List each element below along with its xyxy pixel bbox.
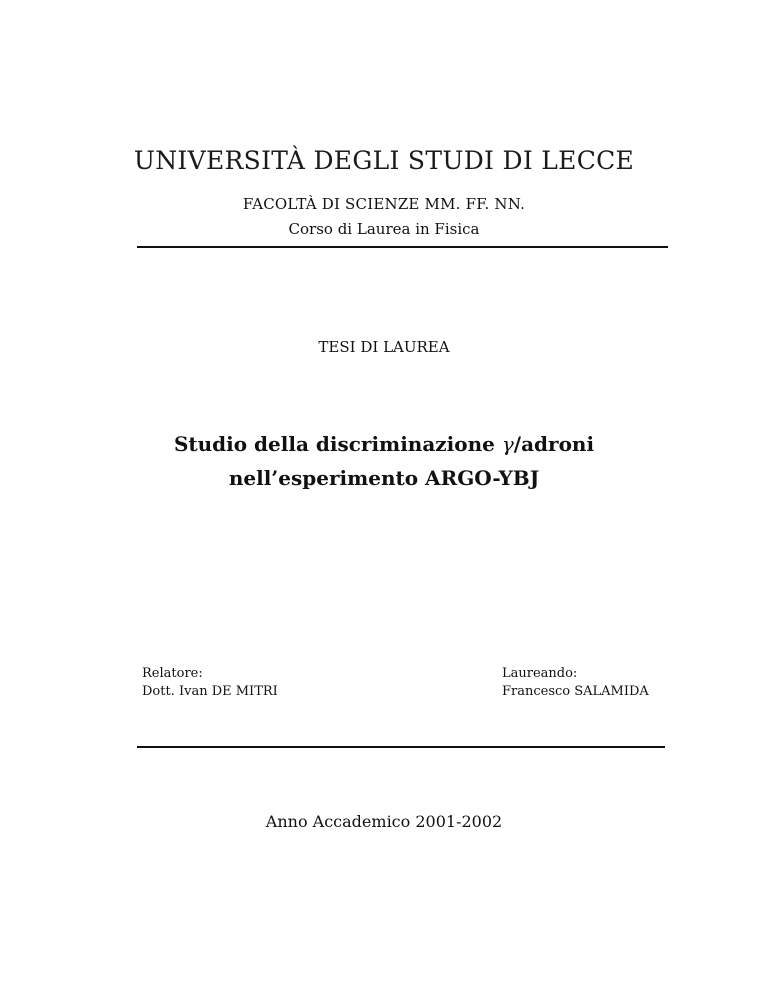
- supervisor-name: Dott. Ivan DE MITRI: [142, 684, 278, 699]
- university-name: UNIVERSITÀ DEGLI STUDI DI LECCE: [133, 146, 635, 175]
- thesis-title-line-2: nell’esperimento ARGO-YBJ: [228, 466, 540, 490]
- candidate-label: Laureando:: [502, 666, 578, 681]
- thesis-title-suffix: /adroni: [513, 432, 595, 456]
- gamma-symbol: γ: [501, 432, 514, 456]
- thesis-title-line-1: [0, 432, 768, 456]
- thesis-title-prefix: Studio della discriminazione: [173, 432, 502, 456]
- supervisor-label: Relatore:: [142, 666, 203, 681]
- thesis-type-label: TESI DI LAUREA: [318, 338, 450, 356]
- bottom-horizontal-rule: [137, 746, 665, 748]
- academic-year: Anno Accademico 2001-2002: [265, 812, 503, 831]
- top-horizontal-rule: [137, 246, 668, 248]
- course-name: Corso di Laurea in Fisica: [288, 220, 480, 238]
- supervisor-block: [142, 665, 278, 701]
- candidate-block: [502, 665, 649, 701]
- candidate-name: Francesco SALAMIDA: [502, 684, 649, 699]
- faculty-name: FACOLTÀ DI SCIENZE MM. FF. NN.: [242, 195, 526, 213]
